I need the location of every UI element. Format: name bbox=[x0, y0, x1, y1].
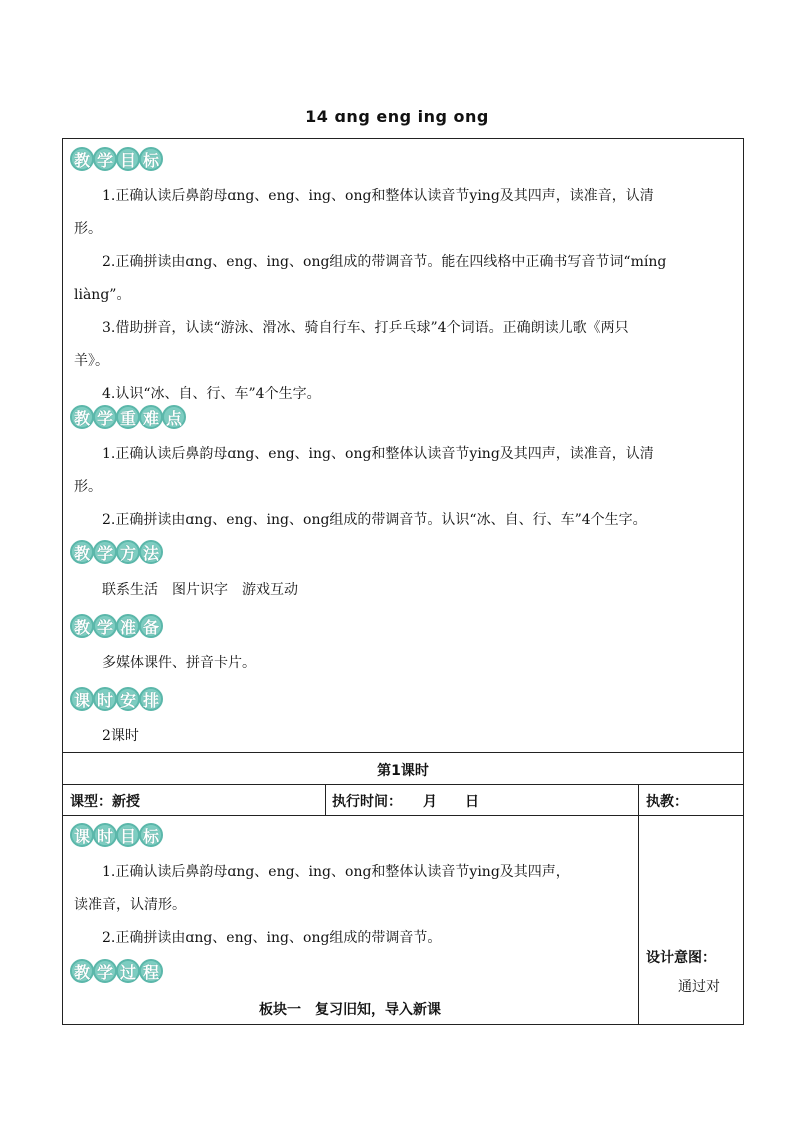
prep-text: 多媒体课件、拼音卡片。 bbox=[102, 655, 256, 671]
col-divider bbox=[638, 784, 639, 1025]
design-intent-label: 设计意图： bbox=[646, 950, 716, 966]
prep-heading-badge: 教 学 准 备 bbox=[70, 614, 162, 642]
teacher-label: 执教： bbox=[646, 794, 688, 810]
page-title: 14 ɑng eng ing ong bbox=[305, 107, 489, 126]
goals-text: 1.正确认读后鼻韵母ɑng、eng、ing、ong和整体认读音节ying及其四声，读准音，认清 形。 2.正确拼读由ɑng、eng、ing、ong组成的带调音节。能在四线格中正确书写音节词“míng liàng”。 3.借助拼音，认读“游泳、滑冰、骑自行车、打乒乓球”4个词语。正确朗读儿歌《两只 羊》。 4.认识“冰、自、行、车”4个生字。 bbox=[74, 188, 667, 402]
lesson-goals-heading-badge: 课 时 目 标 bbox=[70, 823, 162, 851]
design-intent-text: 通过对 bbox=[678, 979, 720, 995]
lesson-title: 第1课时 bbox=[377, 763, 429, 779]
process-heading-badge: 教 学 过 程 bbox=[70, 959, 162, 987]
block-title: 板块一 复习旧知，导入新课 bbox=[259, 1002, 441, 1018]
method-text: 联系生活 图片识字 游戏互动 bbox=[102, 582, 298, 598]
lesson-goals-text: 1.正确认读后鼻韵母ɑng、eng、ing、ong和整体认读音节ying及其四声， 读准音，认清形。 2.正确拼读由ɑng、eng、ing、ong组成的带调音节。 bbox=[74, 864, 570, 946]
col-divider bbox=[325, 784, 326, 815]
key-text: 1.正确认读后鼻韵母ɑng、eng、ing、ong和整体认读音节ying及其四声，读准音，认清 形。 2.正确拼读由ɑng、eng、ing、ong组成的带调音节。认识“冰、自、行、车”4个生字。 bbox=[74, 446, 654, 528]
lesson-type: 课型：新授 bbox=[70, 794, 140, 810]
goals-heading-badge: 教 学 目 标 bbox=[70, 147, 162, 175]
method-heading-badge: 教 学 方 法 bbox=[70, 540, 162, 568]
row-divider bbox=[62, 784, 744, 785]
execution-time: 执行时间： 月 日 bbox=[332, 794, 479, 810]
schedule-text: 2课时 bbox=[102, 728, 139, 744]
schedule-heading-badge: 课 时 安 排 bbox=[70, 687, 162, 715]
key-heading-badge: 教 学 重 难 点 bbox=[70, 405, 185, 433]
row-divider bbox=[62, 815, 744, 816]
